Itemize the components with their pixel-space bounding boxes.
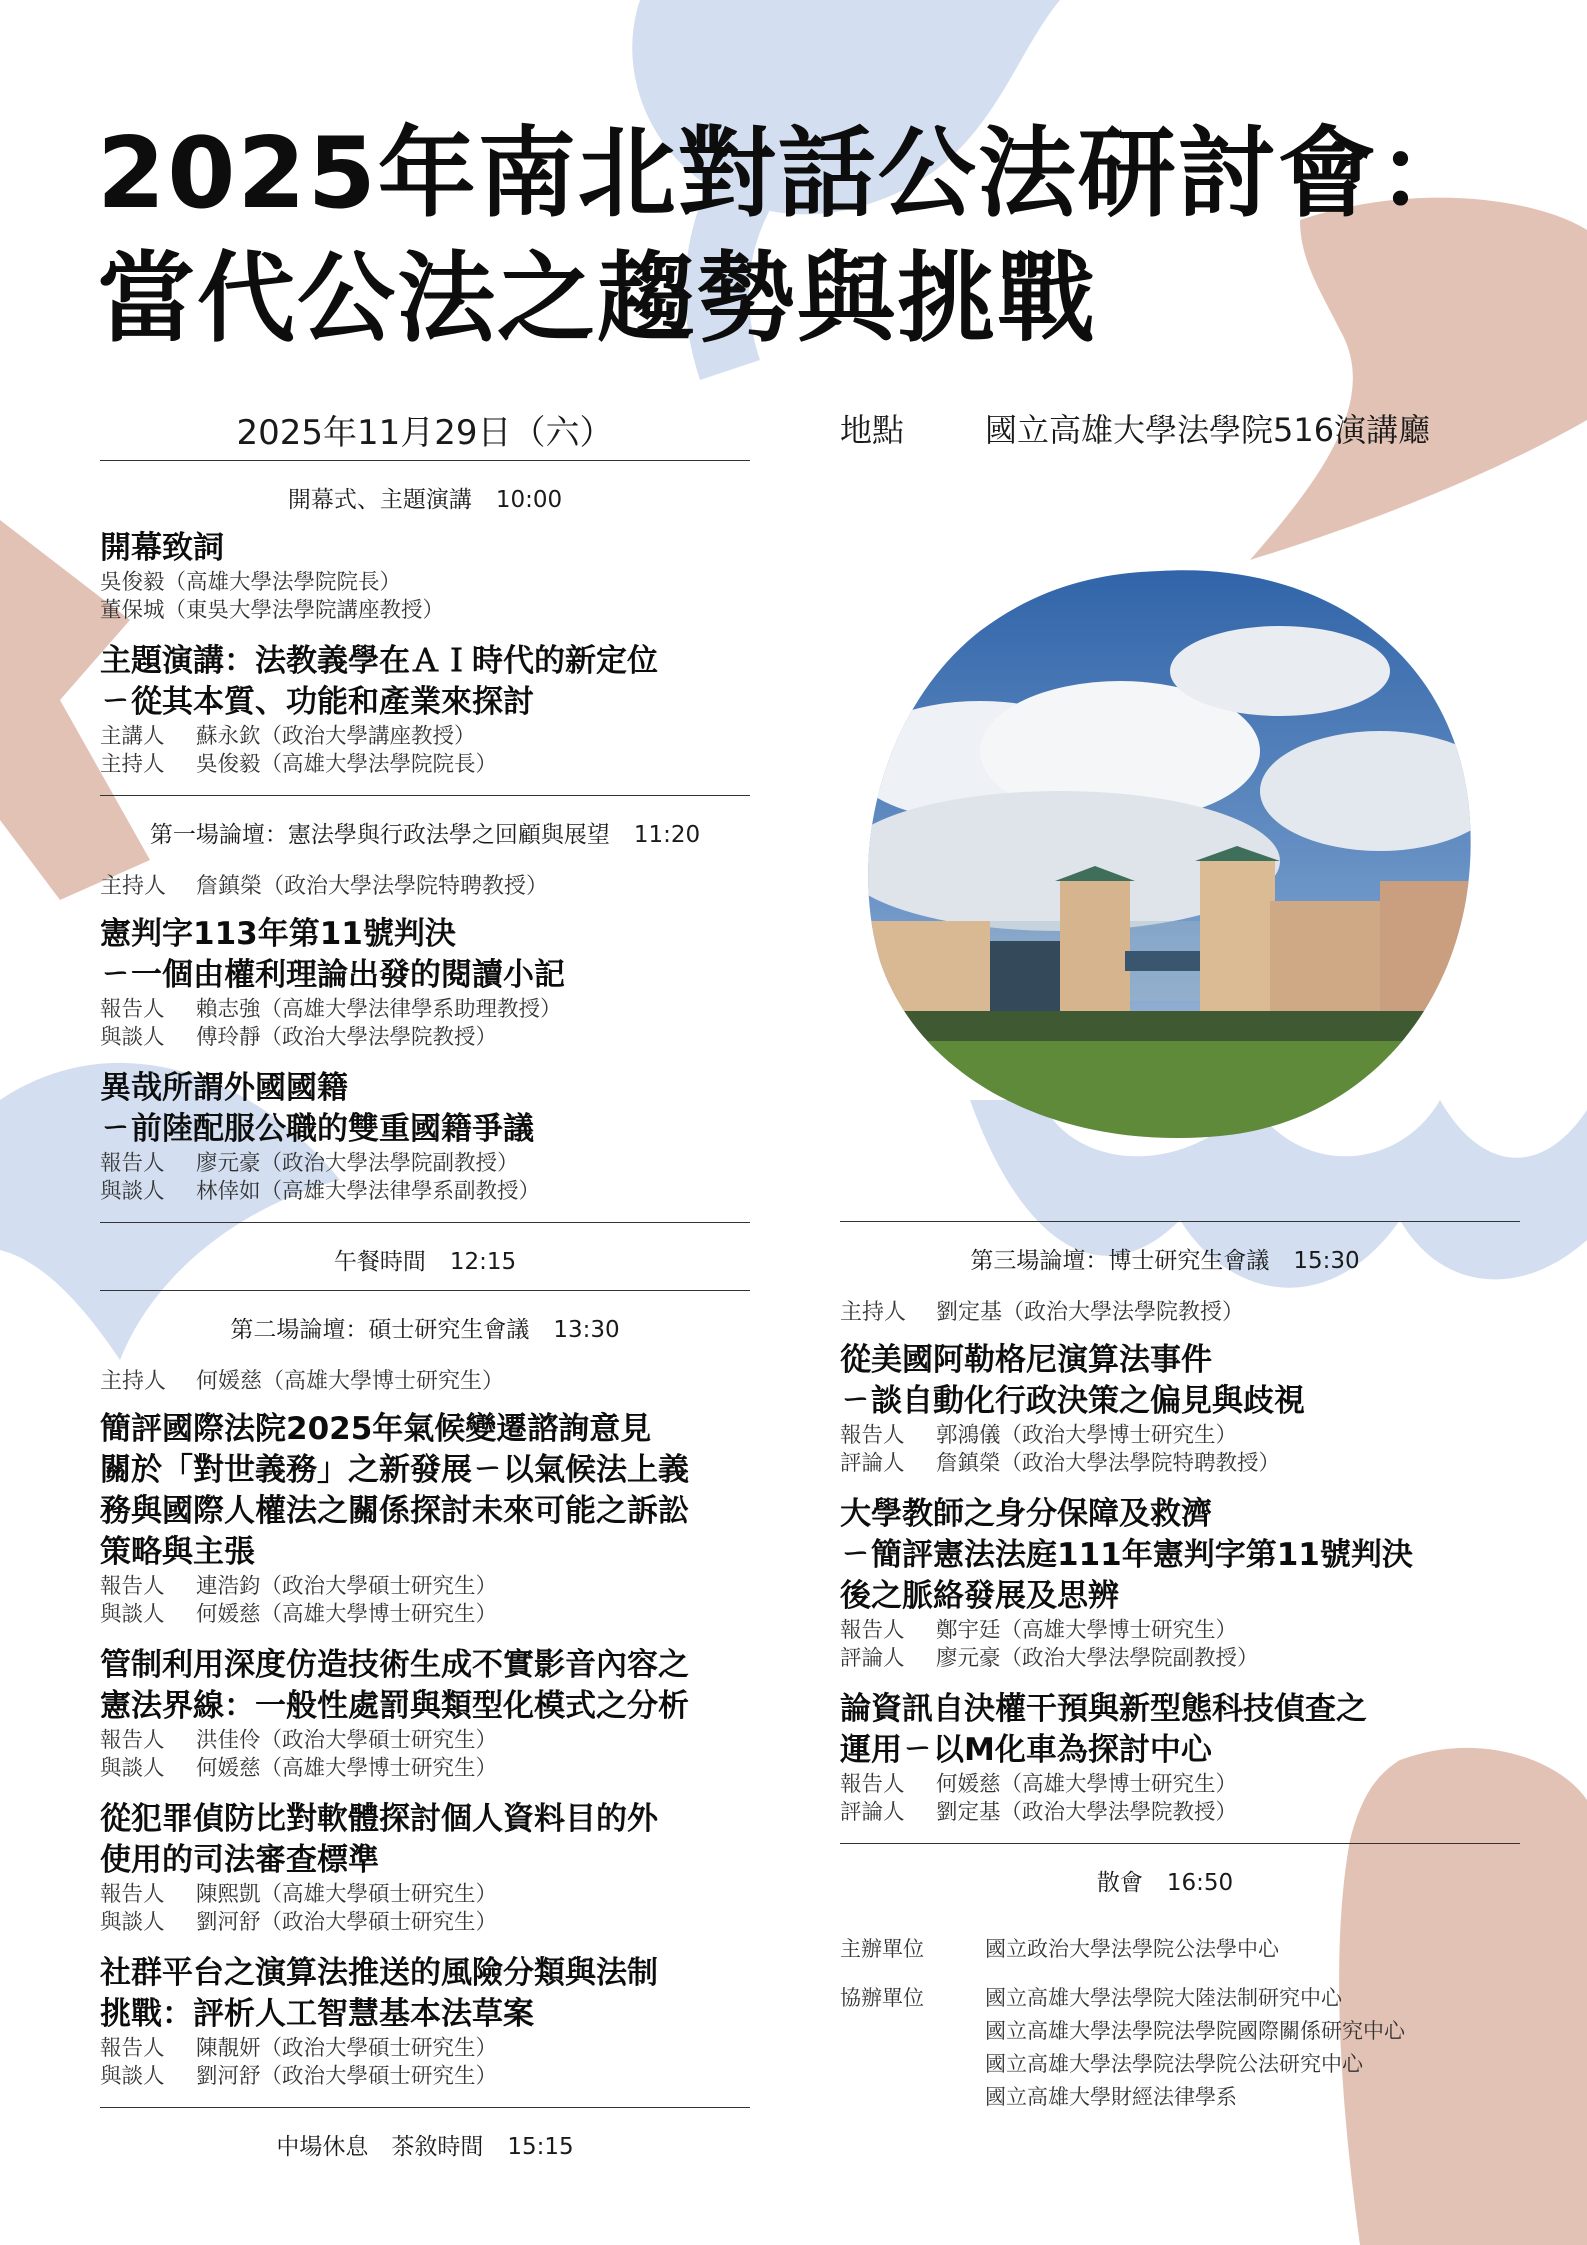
person: 劉河舒（政治大學碩士研究生） <box>196 2064 498 2089</box>
role-label: 報告人 <box>100 2036 165 2061</box>
section-time: 13:30 <box>553 1317 620 1343</box>
person: 何媛慈（高雄大學博士研究生） <box>196 1602 498 1627</box>
paper-title-line: 社群平台之演算法推送的風險分類與法制 <box>100 1955 658 1991</box>
organizer <box>840 1933 1490 1966</box>
presenter-row <box>100 1573 750 1601</box>
campus-photo-image <box>860 561 1480 1141</box>
role-label: 與談人 <box>100 1602 165 1627</box>
paper-title: 異哉所謂外國國籍 <box>100 1070 348 1106</box>
paper-title-line: 管制利用深度仿造技術生成不實影音內容之 <box>100 1647 689 1683</box>
person: 劉定基（政治大學法學院教授） <box>936 1300 1245 1325</box>
person: 劉定基（政治大學法學院教授） <box>936 1800 1238 1825</box>
paper-title-line: 憲法界線：一般性處罰與類型化模式之分析 <box>100 1688 689 1724</box>
organizer-value: 國立政治大學法學院公法學中心 <box>985 1937 1279 1961</box>
role-label: 報告人 <box>100 1574 165 1599</box>
person: 董保城（東吳大學法學院講座教授） <box>100 598 445 623</box>
person: 賴志強（高雄大學法律學系助理教授） <box>196 997 562 1022</box>
person: 陳熙凱（高雄大學碩士研究生） <box>196 1882 498 1907</box>
co-organizer-label: 協辦單位 <box>840 1986 924 2010</box>
paper-item <box>100 1645 750 1783</box>
role-label: 報告人 <box>100 1151 165 1176</box>
role-label: 報告人 <box>100 997 165 1022</box>
venue-label: 地點 <box>840 411 905 449</box>
presenter-row <box>840 1422 1490 1450</box>
section-header-lunch <box>100 1223 750 1290</box>
person: 何媛慈（高雄大學博士研究生） <box>196 1369 505 1394</box>
role-label: 主持人 <box>840 1300 907 1325</box>
paper-item <box>100 1409 750 1629</box>
person: 吳俊毅（高雄大學法學院院長） <box>196 752 498 777</box>
presenter-row <box>100 1727 750 1755</box>
title-line-1: 2025年南北對話公法研討會： <box>97 117 1478 231</box>
paper-title-line: 使用的司法審查標準 <box>100 1842 379 1878</box>
item-subtitle: ㄧ從其本質、功能和產業來探討 <box>100 684 534 720</box>
section-time: 11:20 <box>633 822 701 848</box>
person: 廖元豪（政治大學法學院副教授） <box>936 1646 1259 1671</box>
role-label: 主持人 <box>100 874 167 899</box>
section-header-session3 <box>840 1222 1490 1289</box>
discussant-row <box>100 1755 750 1783</box>
venue-value: 國立高雄大學法學院516演講廳 <box>985 411 1431 449</box>
presenter-row <box>100 2035 750 2063</box>
section-name: 散會 <box>1096 1870 1143 1896</box>
paper-item <box>840 1689 1490 1827</box>
event-title <box>97 112 1537 362</box>
person: 何媛慈（高雄大學博士研究生） <box>196 1756 498 1781</box>
person: 林倖如（高雄大學法律學系副教授） <box>196 1179 541 1204</box>
person: 連浩鈞（政治大學碩士研究生） <box>196 1574 498 1599</box>
keynote-speech <box>100 641 750 779</box>
person: 郭鴻儀（政治大學博士研究生） <box>936 1423 1238 1448</box>
presenter-row <box>840 1617 1490 1645</box>
role-label: 評論人 <box>840 1800 905 1825</box>
section-time: 16:50 <box>1166 1870 1234 1896</box>
discussant-row <box>100 1601 750 1629</box>
session-host <box>100 869 750 900</box>
paper-title-line: 簡評國際法院2025年氣候變遷諮詢意見 <box>100 1411 652 1447</box>
person: 洪佳伶（政治大學碩士研究生） <box>196 1728 498 1753</box>
paper-subtitle: ㄧ前陸配服公職的雙重國籍爭議 <box>100 1111 534 1147</box>
role-label: 與談人 <box>100 1025 165 1050</box>
role-label: 評論人 <box>840 1646 905 1671</box>
section-time: 10:00 <box>495 487 563 513</box>
paper-title-line: ㄧ簡評憲法法庭111年憲判字第11號判決 <box>840 1537 1413 1573</box>
person: 陳靚妍（政治大學碩士研究生） <box>196 2036 498 2061</box>
role-label: 與談人 <box>100 2064 165 2089</box>
section-name: 第一場論壇：憲法學與行政法學之回顧與展望 <box>149 822 610 848</box>
person: 吳俊毅（高雄大學法學院院長） <box>100 570 402 595</box>
co-organizer-list <box>985 1982 1405 2114</box>
person: 廖元豪（政治大學法學院副教授） <box>196 1151 519 1176</box>
paper-item <box>100 914 750 1052</box>
commentator-row <box>840 1799 1490 1827</box>
paper-title: 憲判字113年第11號判決 <box>100 916 456 952</box>
role-label: 主持人 <box>100 1369 167 1394</box>
commentator-row <box>840 1645 1490 1673</box>
paper-title-line: 關於「對世義務」之新發展ㄧ以氣候法上義 <box>100 1452 689 1488</box>
role-label: 報告人 <box>100 1728 165 1753</box>
person: 蘇永欽（政治大學講座教授） <box>196 724 476 749</box>
role-label: 與談人 <box>100 1910 165 1935</box>
paper-item <box>100 1799 750 1937</box>
speaker-row <box>100 723 750 751</box>
section-name: 第二場論壇：碩士研究生會議 <box>230 1317 530 1343</box>
paper-item <box>100 1068 750 1206</box>
paper-title-line: 策略與主張 <box>100 1534 255 1570</box>
venue <box>840 405 1490 461</box>
co-organizer <box>840 1982 1490 2114</box>
discussant-row <box>100 1178 750 1206</box>
left-column <box>100 405 750 2175</box>
section-name: 中場休息 茶敘時間 <box>276 2134 484 2160</box>
paper-title-line: 後之脈絡發展及思辨 <box>840 1578 1119 1614</box>
section-time: 12:15 <box>449 1249 517 1275</box>
paper-title-line: 大學教師之身分保障及救濟 <box>840 1496 1212 1532</box>
paper-title-line: 挑戰：評析人工智慧基本法草案 <box>100 1996 534 2032</box>
presenter-row <box>100 1150 750 1178</box>
session-host <box>100 1364 750 1395</box>
section-name: 第三場論壇：博士研究生會議 <box>970 1248 1270 1274</box>
section-header-closing <box>840 1844 1490 1911</box>
role-label: 報告人 <box>840 1772 905 1797</box>
right-column <box>840 405 1490 2114</box>
presenter-row <box>840 1771 1490 1799</box>
presenter-row <box>100 1881 750 1909</box>
person: 何媛慈（高雄大學博士研究生） <box>936 1772 1238 1797</box>
person: 傅玲靜（政治大學法學院教授） <box>196 1025 498 1050</box>
campus-photo <box>860 561 1480 1141</box>
role-label: 報告人 <box>840 1423 905 1448</box>
role-label: 評論人 <box>840 1451 905 1476</box>
person: 詹鎮榮（政治大學法學院特聘教授） <box>196 874 549 899</box>
paper-title-line: 運用ㄧ以M化車為探討中心 <box>840 1732 1212 1768</box>
person: 劉河舒（政治大學碩士研究生） <box>196 1910 498 1935</box>
paper-title-line: 務與國際人權法之關係探討未來可能之訴訟 <box>100 1493 689 1529</box>
title-line-2: 當代公法之趨勢與挑戰 <box>97 242 1098 356</box>
host-row <box>100 751 750 779</box>
role-label: 主講人 <box>100 724 165 749</box>
paper-title-line: 論資訊自決權干預與新型態科技偵查之 <box>840 1691 1367 1727</box>
co-organizer-item: 國立高雄大學法學院法學院國際關係研究中心 <box>985 2019 1405 2043</box>
section-time: 15:15 <box>507 2134 574 2160</box>
paper-title-line: 從犯罪偵防比對軟體探討個人資料目的外 <box>100 1801 658 1837</box>
discussant-row <box>100 1909 750 1937</box>
role-label: 報告人 <box>840 1618 905 1643</box>
section-header-opening <box>100 461 750 528</box>
role-label: 報告人 <box>100 1882 165 1907</box>
paper-title-line: 從美國阿勒格尼演算法事件 <box>840 1342 1212 1378</box>
section-header-break <box>100 2108 750 2175</box>
role-label: 主持人 <box>100 752 165 777</box>
paper-title-line: ㄧ談自動化行政決策之偏見與歧視 <box>840 1383 1305 1419</box>
section-name: 開幕式、主題演講 <box>287 487 472 513</box>
paper-subtitle: ㄧ一個由權利理論出發的閱讀小記 <box>100 957 565 993</box>
presenter-row <box>100 996 750 1024</box>
session-host <box>840 1295 1490 1326</box>
discussant-row <box>100 1024 750 1052</box>
person: 詹鎮榮（政治大學法學院特聘教授） <box>936 1451 1281 1476</box>
co-organizer-item: 國立高雄大學財經法律學系 <box>985 2085 1237 2109</box>
section-name: 午餐時間 <box>333 1249 426 1275</box>
paper-item <box>100 1953 750 2091</box>
discussant-row <box>100 2063 750 2091</box>
organizer-label: 主辦單位 <box>840 1937 924 1961</box>
role-label: 與談人 <box>100 1756 165 1781</box>
welcome-remarks <box>100 528 750 625</box>
role-label: 與談人 <box>100 1179 165 1204</box>
section-header-session1 <box>100 796 750 863</box>
co-organizer-item: 國立高雄大學法學院法學院公法研究中心 <box>985 2052 1363 2076</box>
event-date: 2025年11月29日（六） <box>100 405 750 461</box>
section-time: 15:30 <box>1293 1248 1360 1274</box>
commentator-row <box>840 1450 1490 1478</box>
section-header-session2 <box>100 1291 750 1358</box>
paper-item <box>840 1340 1490 1478</box>
item-title: 開幕致詞 <box>100 530 224 566</box>
person: 鄭宇廷（高雄大學博士研究生） <box>936 1618 1238 1643</box>
item-title: 主題演講：法教義學在ＡＩ時代的新定位 <box>100 643 658 679</box>
paper-item <box>840 1494 1490 1673</box>
co-organizer-item: 國立高雄大學法學院大陸法制研究中心 <box>985 1986 1342 2010</box>
